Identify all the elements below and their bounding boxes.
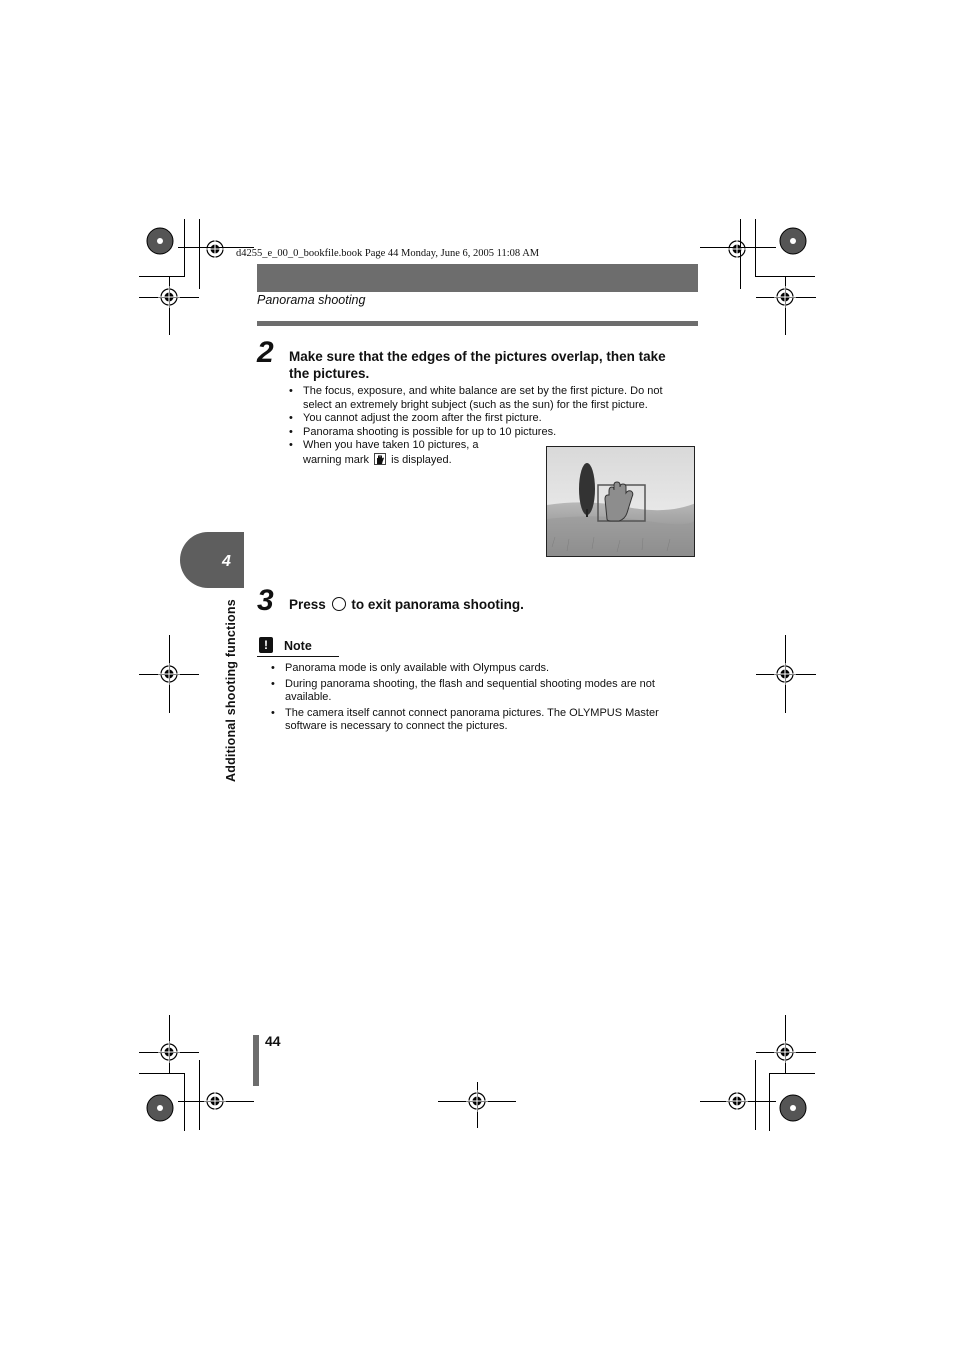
list-item bbox=[289, 385, 709, 412]
camera-screen-photo bbox=[546, 446, 695, 557]
section-rule bbox=[257, 321, 698, 326]
list-item: • Panorama shooting is possible for up to 10 pictures. bbox=[289, 426, 709, 440]
step-3-heading bbox=[289, 596, 524, 613]
note-text: The camera itself cannot connect panorama pictures. The OLYMPUS Master bbox=[285, 706, 659, 719]
bullet-text: The focus, exposure, and white balance are set by the first picture. Do not bbox=[303, 385, 663, 397]
bullet-text: is displayed. bbox=[391, 453, 452, 466]
list-item: • Panorama mode is only available with Olympus cards. bbox=[271, 662, 711, 676]
note-label: Note bbox=[284, 639, 312, 653]
bullet-text: warning mark bbox=[303, 453, 370, 466]
step-2-heading-line2: the pictures. bbox=[289, 366, 370, 381]
step-3-text-before: Press bbox=[289, 597, 326, 612]
note-text: During panorama shooting, the flash and sequential shooting modes are not bbox=[285, 677, 655, 690]
chapter-tab bbox=[180, 532, 244, 588]
step-2-heading bbox=[289, 348, 709, 382]
step-2-heading-line1: Make sure that the edges of the pictures overlap, then take bbox=[289, 349, 666, 364]
step-3-number: 3 bbox=[257, 584, 274, 617]
bullet-text: select an extremely bright subject (such as the sun) for the first picture. bbox=[303, 398, 648, 411]
header-bar bbox=[257, 264, 698, 292]
list-item: • You cannot adjust the zoom after the first picture. bbox=[289, 412, 709, 426]
note-list bbox=[271, 662, 711, 734]
print-info-line: d4255_e_00_0_bookfile.book Page 44 Monday, June 6, 2005 11:08 AM bbox=[236, 248, 540, 259]
step-2-number: 2 bbox=[257, 336, 274, 369]
hand-warning-icon bbox=[374, 453, 386, 465]
section-title: Panorama shooting bbox=[257, 293, 366, 307]
exclamation-icon: ! bbox=[259, 637, 273, 653]
chapter-number: 4 bbox=[222, 553, 231, 570]
list-item bbox=[271, 707, 711, 734]
list-item bbox=[271, 678, 711, 705]
panorama-scene-image bbox=[547, 447, 695, 557]
page-number-bar bbox=[253, 1035, 259, 1086]
ok-menu-button-icon bbox=[332, 597, 346, 611]
page-number: 44 bbox=[265, 1033, 281, 1049]
step-3-text-after: to exit panorama shooting. bbox=[351, 597, 524, 612]
note-text: available. bbox=[285, 691, 332, 704]
note-rule bbox=[257, 656, 339, 657]
bullet-text: When you have taken 10 pictures, a bbox=[303, 439, 479, 452]
note-text: software is necessary to connect the pictures. bbox=[285, 720, 508, 733]
chapter-side-label: Additional shooting functions bbox=[224, 599, 238, 782]
